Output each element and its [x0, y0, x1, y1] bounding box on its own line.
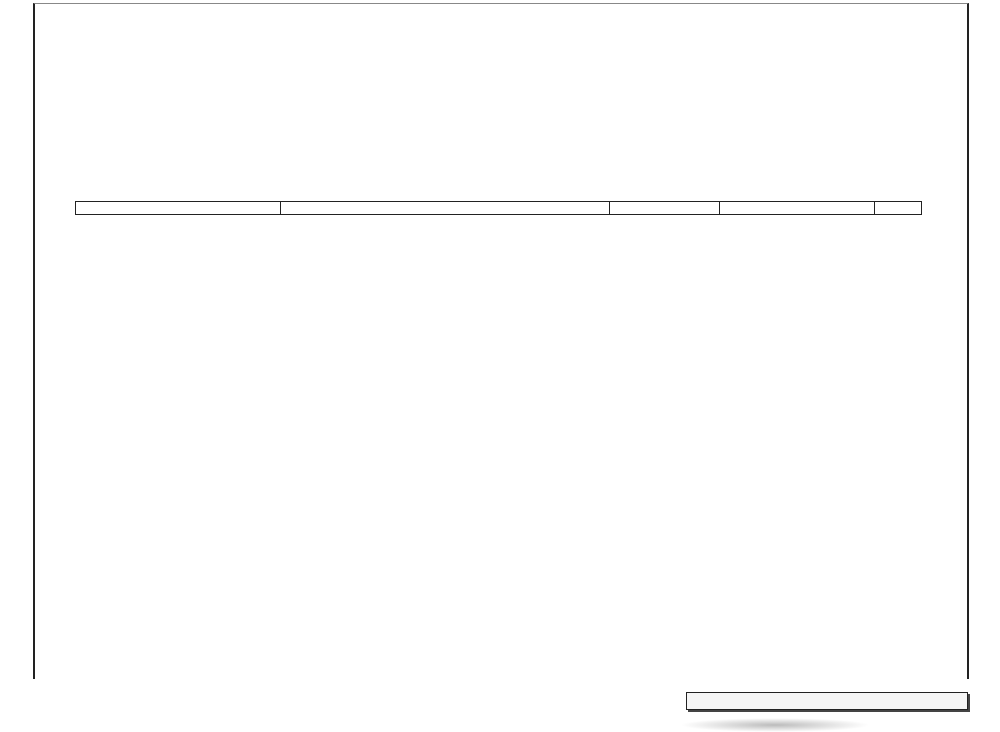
page-frame — [33, 3, 969, 679]
header-lot — [76, 202, 281, 215]
scan-shadow — [680, 718, 870, 732]
header-note — [610, 202, 720, 215]
header-obs — [875, 202, 922, 215]
table-header-row — [76, 202, 922, 215]
publication-source — [686, 692, 968, 710]
lots-table-top — [75, 201, 922, 215]
header-montant — [720, 202, 875, 215]
header-entreprise — [280, 202, 610, 215]
